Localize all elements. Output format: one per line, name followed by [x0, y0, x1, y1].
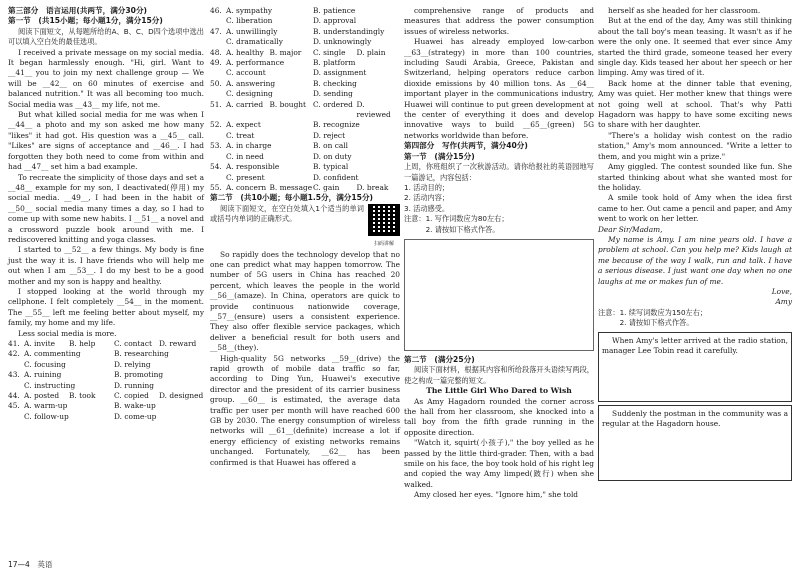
option-item[interactable]: C. account	[226, 68, 266, 78]
paragraph: 注意：1. 写作词数应为80左右；	[404, 214, 509, 224]
option-item[interactable]: A. responsible	[226, 162, 280, 172]
option-item[interactable]	[210, 173, 226, 183]
option-item[interactable]: B. bought	[269, 99, 307, 109]
options-list-2	[210, 6, 400, 193]
option-item[interactable]: B. patience	[313, 6, 356, 15]
option-item[interactable]: B. promoting	[114, 370, 164, 380]
paragraph: Back home at the dinner table that evening, Amy was quiet. Her mother knew that things were not going well at school. That's why Patti Hagadorn was happy to have some exciting news to share with her daughter.	[598, 78, 792, 130]
instructions: 阅读下面短文，从每题所给的A、B、C、D四个选项中选出可以填入空白处的最佳选项。	[8, 26, 204, 47]
option-item[interactable]: A. healthy	[226, 47, 264, 57]
option-item[interactable]: A. commenting	[24, 349, 81, 359]
option-row	[210, 89, 400, 99]
story-title: The Little Girl Who Dared to Wish	[426, 386, 572, 396]
option-item[interactable]: D. on duty	[313, 151, 352, 161]
option-row	[210, 48, 400, 58]
option-item[interactable]: B. recognize	[313, 120, 360, 130]
qr-code-icon[interactable]	[368, 204, 400, 236]
paragraph: A smile took hold of Amy when the idea first came to her. Out came a pencil and paper, and Amy went to work on her letter.	[598, 193, 792, 224]
option-item[interactable]: C. designing	[226, 89, 273, 99]
paragraph: High-quality 5G networks __59__(drive) the rapid growth of mobile data traffic so far, according to Ding Yun, Huawei's executive director and the president of its carrier business group. __60__ is estimated, the average data traffic per user per month will have reached 600 GB by 2030. The energy consumption of wireless networks will __61__(definite) increase a lot if energy efficiency of existing networks remains unchanged. Fortunately, __62__ has been confirmed is that Huawei has offered a	[210, 353, 400, 467]
option-item[interactable]: D. assignment	[313, 68, 367, 78]
option-row	[210, 27, 400, 37]
option-item[interactable]: C. copied	[114, 391, 149, 401]
story-continued	[598, 6, 792, 225]
option-row	[210, 183, 400, 193]
option-item[interactable]	[210, 152, 226, 162]
column-3	[404, 6, 594, 501]
option-item[interactable]: B. researching	[114, 349, 169, 359]
story-text	[404, 397, 594, 501]
option-item[interactable]: 54.	[210, 162, 222, 172]
option-item[interactable]: D. relying	[114, 359, 151, 369]
option-row	[8, 349, 204, 359]
paragraph: But at the end of the day, Amy was still thinking about the tall boy's mean teasing. It wasn't as if he were the only one. It seemed that ever since Amy started the third grade, someone teased her every single day. Kids teased her about her speech or her limping. Amy was tired of it.	[598, 16, 792, 78]
paragraph: 2. 活动内容；	[404, 193, 450, 203]
option-row	[210, 131, 400, 141]
letter-greeting: Dear Sir/Madam,	[598, 224, 663, 234]
writing-sec2-title: 第二节 (满分25分)	[404, 354, 475, 364]
paragraph: I stopped looking at the world through my cellphone. I felt completely __54__ in the moment. The __55__ left me feeling better about myself, my family, my home and my life.	[8, 286, 204, 328]
part4-title: 第四部分 写作(共两节，满分40分)	[404, 141, 528, 151]
option-item[interactable]: D. running	[114, 380, 155, 390]
option-item[interactable]: 47.	[210, 26, 222, 36]
section1-title: 第一节 (共15小题；每小题1分，满分15分)	[8, 16, 163, 26]
option-row	[210, 37, 400, 47]
section-title: 第三部分 语言运用(共两节，满分30分)	[8, 6, 148, 15]
option-item[interactable]: 41.	[8, 339, 20, 348]
option-item[interactable]: C. single	[313, 47, 346, 57]
paragraph: I received a private message on my social media. It began harmlessly enough. "Hi, girl. Want to __41__ you to join my next challenge group — We will be __42__ on 60 minutes of exercise and balanced nutrition." It was all becoming too much. Social media was __43__ my life, not me.	[8, 47, 204, 109]
paragraph: As Amy Hagadorn rounded the corner across the hall from her classroom, she knocked into a tall boy from the fifth grade running in the opposite direction.	[404, 396, 594, 437]
box2-opening: Suddenly the postman in the community was a regular at the Hagadorn house.	[602, 408, 788, 428]
column-4	[598, 6, 792, 481]
option-row	[210, 141, 400, 151]
option-row	[8, 360, 204, 370]
option-item[interactable]: B. platform	[313, 58, 356, 68]
option-item[interactable]	[8, 381, 24, 391]
option-item[interactable]	[210, 37, 226, 47]
option-item[interactable]: 49.	[210, 58, 222, 68]
section2-instructions: 阅读下面短文，在空白处填入1个适当的单词或括号内单词的正确形式。	[210, 203, 364, 224]
option-item[interactable]: C. follow-up	[24, 411, 69, 421]
option-item[interactable]: B. message	[269, 182, 313, 192]
option-row	[210, 79, 400, 89]
option-item[interactable]: C. contact	[114, 339, 152, 348]
option-item[interactable]: C. instructing	[24, 380, 76, 390]
option-item[interactable]: D. break	[356, 182, 389, 192]
option-row	[8, 339, 204, 349]
paragraph: I started to __52__ a few things. My body is fine just the way it is. I have friends who will help me out when I am __53__. I do my best to be a good mother and my son is happy and healthy.	[8, 245, 204, 286]
option-item[interactable]: A. expect	[226, 120, 261, 130]
option-item[interactable]: C. treat	[226, 130, 255, 140]
option-item[interactable]	[210, 16, 226, 26]
option-item[interactable]: 43.	[8, 370, 20, 380]
option-row	[210, 58, 400, 68]
option-item[interactable]: B. major	[269, 47, 302, 57]
qr-caption: 扫码讲解	[373, 241, 394, 248]
column-2	[210, 6, 400, 468]
instr-row	[210, 204, 400, 250]
option-item[interactable]: C. gain	[313, 182, 340, 192]
paragraph: But what killed social media for me was when I __44__ a photo and my son asked me how many "likes" it had got. His question was a __45__ call. "Likes" are signs of acceptance and __46__. I had forgotten they both need to come from within and had __47__ set him a bad example.	[8, 110, 204, 172]
option-row	[8, 401, 204, 411]
option-item[interactable]: B. on call	[313, 141, 348, 151]
option-row	[210, 173, 400, 183]
option-item[interactable]: B. typical	[313, 162, 349, 172]
option-item[interactable]: 50.	[210, 78, 222, 88]
option-item[interactable]: C. liberation	[226, 16, 273, 26]
option-item[interactable]: 51.	[210, 99, 222, 109]
option-item[interactable]: 42.	[8, 349, 20, 359]
option-item[interactable]: A. invite	[24, 339, 56, 348]
paragraph: To recreate the simplicity of those days and set a __48__ example for my son, I deactivated(停用) my social media. __49__, I had been in the habit of __50__ social media many times a day, so I had to come up with some new habits. I __51__ a novel and a crossword puzzle book around with me. I rediscovered knitting and yoga classes.	[8, 172, 204, 244]
option-row	[8, 381, 204, 391]
paragraph: Less social media is more.	[18, 328, 117, 338]
paragraph: 3. 活动感受。	[404, 203, 450, 213]
option-item[interactable]: D. approval	[313, 16, 357, 26]
passage-1	[8, 48, 204, 339]
option-item[interactable]: B. help	[69, 339, 96, 348]
option-item[interactable]: D. designed	[159, 391, 204, 401]
option-item[interactable]: 46.	[210, 6, 222, 15]
writing-task-1	[404, 162, 594, 235]
note-2: 2. 请按如下格式作答。	[598, 318, 694, 328]
option-item[interactable]: B. understandingly	[313, 26, 385, 36]
option-item[interactable]: 45.	[8, 401, 20, 411]
option-row	[210, 100, 400, 121]
passage-3	[404, 6, 594, 141]
option-item[interactable]: 44.	[8, 391, 20, 401]
option-item[interactable]: A. warm-up	[24, 401, 68, 411]
writing-sec1-title: 第一节 (满分15分)	[404, 151, 475, 161]
option-item[interactable]: D. confident	[313, 172, 359, 182]
paragraph: herself as she headed for her classroom.	[608, 6, 761, 15]
paragraph: Amy giggled. The contest sounded like fun. She started thinking about what she wanted most for the holiday.	[598, 162, 792, 192]
qr-block	[368, 204, 400, 250]
option-item[interactable]: A. sympathy	[226, 6, 273, 15]
paragraph: 1. 活动目的；	[404, 182, 450, 192]
option-item[interactable]: A. carried	[226, 99, 264, 109]
paragraph: comprehensive range of products and measures that address the power consumption issues of wireless networks.	[404, 6, 594, 36]
option-item[interactable]: D. sending	[313, 89, 353, 99]
options-list-1	[8, 339, 204, 422]
column-1	[8, 6, 204, 422]
box1-opening: When Amy's letter arrived at the radio station, manager Lee Tobin read it carefully.	[602, 335, 788, 355]
passage-2	[210, 250, 400, 469]
paragraph: Huawei has already employed low-carbon __63__(strategy) in more than 100 countries, including Saudi Arabia, Greece, Pakistan and Switzerland, helping operators reduce carbon dioxide emissions by 40 million tons. As __64__ important player in the communications industry, Huawei will continue to put green development at the center of everything it does and develop innovative ways to build __65__(green) 5G networks worldwide than before.	[404, 37, 594, 140]
option-item[interactable]: 53.	[210, 141, 222, 151]
option-row	[210, 68, 400, 78]
continuation-box-1[interactable]	[598, 332, 792, 402]
option-item[interactable]: D. plain	[356, 47, 386, 57]
option-item[interactable]: D. reject	[313, 130, 346, 140]
letter-signature: Amy	[775, 297, 792, 307]
option-item[interactable]: A. concern	[226, 182, 267, 192]
option-item[interactable]	[8, 412, 24, 422]
option-row	[8, 391, 204, 401]
paragraph: "Watch it, squirt(小孩子)," the boy yelled as he passed by the little third-grader. Then, with a bad smile on his face, the boy took hold of his right leg and copied the way Amy limped(跛行) when she walked.	[404, 438, 594, 489]
option-item[interactable]: B. wake-up	[114, 401, 156, 411]
option-item[interactable]: 55.	[210, 182, 222, 192]
option-item[interactable]	[210, 68, 226, 78]
option-item[interactable]: A. answering	[226, 78, 276, 88]
option-item[interactable]	[210, 131, 226, 141]
letter-close: Love,	[771, 286, 792, 296]
option-item[interactable]: B. checking	[313, 78, 357, 88]
paragraph: Amy closed her eyes. "Ignore him," she told	[414, 490, 579, 500]
paragraph: 2. 请按如下格式作答。	[404, 224, 500, 234]
option-row	[210, 152, 400, 162]
answer-area-1[interactable]	[404, 239, 594, 351]
option-item[interactable]: 48.	[210, 47, 222, 57]
option-item[interactable]: B. took	[69, 391, 96, 401]
paragraph: So rapidly does the technology develop that no one can predict what may happen tomorrow. The number of 5G users in China has reached 20 percent, which leaves the people in the world __56__(amaze). In China, operators are quick to provide continuous nationwide coverage, __57__(ensure) users a consistent experience. They also offer flexible service packages, which deliver a beneficial result for both users and __58__(they).	[210, 249, 400, 353]
option-item[interactable]	[8, 360, 24, 370]
note-1: 注意：1. 续写词数应为150左右；	[598, 307, 708, 317]
option-item[interactable]: D. reviewed	[356, 99, 391, 120]
option-row	[210, 162, 400, 172]
option-row	[210, 16, 400, 26]
option-item[interactable]: C. present	[226, 172, 265, 182]
option-row	[8, 412, 204, 422]
option-item[interactable]: A. in charge	[226, 141, 272, 151]
option-item[interactable]	[210, 89, 226, 99]
option-row	[210, 120, 400, 130]
paragraph: "There's a holiday wish contest on the radio station," Amy's mom announced. "Write a letter to them, and you might win a prize."	[598, 130, 792, 161]
option-row	[8, 370, 204, 380]
letter-body: My name is Amy. I am nine years old. I have a problem at school. Can you help me? Kids laugh at me because of the way I walk, run and talk. I have a serious disease. I just want one day when no one laughs at me or makes fun of me.	[598, 234, 792, 286]
continuation-box-2[interactable]	[598, 405, 792, 481]
option-item[interactable]: A. unwillingly	[226, 26, 278, 36]
option-item[interactable]: A. posted	[24, 391, 60, 401]
option-item[interactable]: D. unknowingly	[313, 37, 372, 47]
writing-task-2: 阅读下面材料，根据其内容和所给段落开头语续写两段，使之构成一篇完整的短文。	[404, 365, 594, 385]
option-item[interactable]: C. ordered	[313, 99, 353, 109]
option-item[interactable]: C. focusing	[24, 359, 66, 369]
option-item[interactable]: C. in need	[226, 151, 264, 161]
option-item[interactable]: A. performance	[226, 58, 285, 68]
section2-title: 第二节 (共10小题；每小题1.5分，满分15分)	[210, 193, 374, 203]
option-item[interactable]: D. reward	[159, 339, 197, 348]
option-item[interactable]: A. ruining	[24, 370, 62, 380]
paragraph: 上周，你班组织了一次秋游活动。请你给报社的英语园地写一篇游记，内容包括：	[404, 162, 594, 182]
option-item[interactable]: 52.	[210, 120, 222, 130]
option-item[interactable]: D. come-up	[114, 411, 157, 421]
page-footer: 17—4 英语	[8, 560, 53, 569]
option-row	[210, 6, 400, 16]
option-item[interactable]: C. dramatically	[226, 37, 283, 47]
